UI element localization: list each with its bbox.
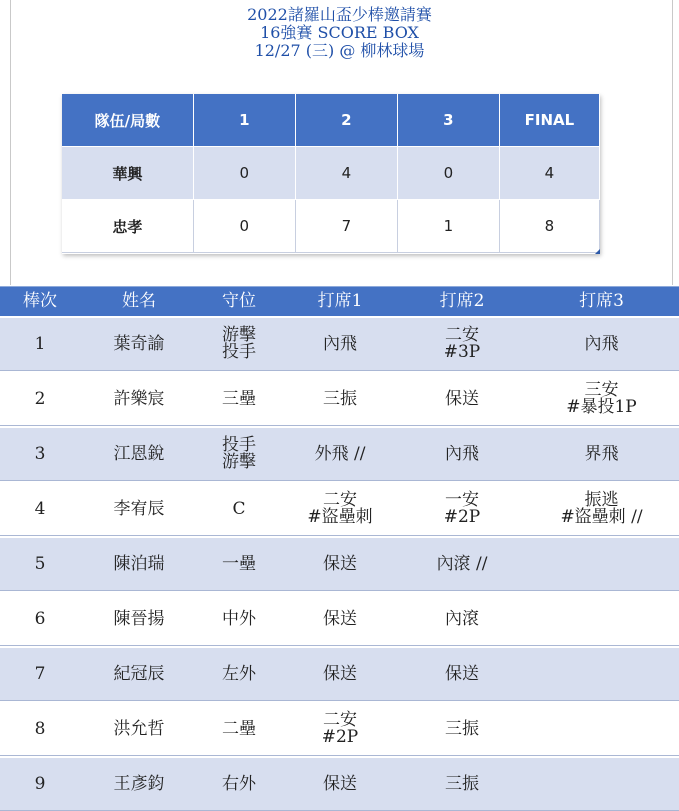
- at-bat-3-result-line: 振逃: [584, 490, 619, 510]
- player-name: 陳泊瑞: [113, 553, 165, 574]
- player-position-line: 一壘: [222, 553, 256, 574]
- inning-score: 7: [296, 200, 398, 253]
- at-bat-3-result-line: #盜壘刺 //: [560, 507, 643, 527]
- player-name: 紀冠辰: [113, 663, 165, 684]
- at-bat-2-result-line: 內滾: [445, 608, 479, 629]
- lineup-header-at-bat-2: 打席2: [439, 291, 485, 311]
- lineup-header-row: [0, 286, 679, 316]
- at-bat-2-result: [400, 428, 524, 480]
- inning-score: 0: [194, 200, 296, 253]
- at-bat-1-result-line: 保送: [323, 663, 357, 684]
- batting-order: 1: [34, 333, 46, 354]
- at-bat-2-result-line: #3P: [443, 342, 481, 362]
- lineup-header-at-bat-1: 打席1: [317, 291, 363, 311]
- player-position: [198, 648, 280, 700]
- player-position-line: 中外: [222, 608, 256, 629]
- at-bat-1-result: [280, 648, 400, 700]
- at-bat-2-result: [400, 538, 524, 590]
- at-bat-3-result-line: 界飛: [584, 443, 619, 464]
- score-box-row: [62, 147, 600, 200]
- inning-score: 0: [194, 147, 296, 200]
- lineup-row: [0, 371, 679, 426]
- score-box-table: [62, 94, 600, 254]
- at-bat-3-result: [524, 703, 679, 755]
- at-bat-1-result: [280, 593, 400, 645]
- at-bat-2-result: [400, 483, 524, 535]
- at-bat-1-result: [280, 758, 400, 810]
- game-date-venue: 12/27 (三) @ 柳林球場: [254, 41, 425, 60]
- lineup-header-name: 姓名: [122, 291, 156, 311]
- lineup-row: [0, 481, 679, 536]
- tournament-title: 2022諸羅山盃少棒邀請賽: [247, 5, 432, 24]
- lineup-header-at-bat-3: 打席3: [579, 291, 624, 311]
- lineup-row: [0, 701, 679, 756]
- at-bat-3-result: [524, 648, 679, 700]
- final-score: 8: [500, 200, 600, 253]
- at-bat-3-result: [524, 373, 679, 425]
- at-bat-1-result: [280, 428, 400, 480]
- at-bat-1-result: [280, 318, 400, 370]
- at-bat-1-result-line: 外飛 //: [314, 443, 366, 464]
- at-bat-1-result-line: 保送: [323, 553, 357, 574]
- batting-order: 8: [34, 718, 46, 739]
- at-bat-1-result: [280, 538, 400, 590]
- at-bat-2-result-line: 內滾 //: [436, 553, 488, 574]
- at-bat-2-result: [400, 703, 524, 755]
- batting-order: 5: [34, 553, 46, 574]
- player-position: [198, 483, 280, 535]
- final-score: 4: [500, 147, 600, 200]
- batting-order: 3: [34, 443, 46, 464]
- at-bat-3-result-line: 內飛: [584, 333, 619, 354]
- at-bat-2-result: [400, 593, 524, 645]
- at-bat-3-result-line: 三安: [584, 380, 619, 400]
- at-bat-1-result-line: 保送: [323, 608, 357, 629]
- at-bat-1-result-line: 三振: [323, 388, 357, 409]
- at-bat-2-result-line: #2P: [443, 507, 481, 527]
- batting-order: 4: [34, 498, 46, 519]
- lineup-row: [0, 591, 679, 646]
- at-bat-1-result-line: #盜壘刺: [307, 507, 373, 527]
- at-bat-1-result-line: 二安: [323, 490, 357, 510]
- player-name: 李宥辰: [113, 498, 165, 519]
- at-bat-1-result: [280, 703, 400, 755]
- inning-score: 0: [398, 147, 500, 200]
- at-bat-1-result-line: 二安: [323, 710, 357, 730]
- player-position: [198, 758, 280, 810]
- player-position: [198, 593, 280, 645]
- batting-order: 6: [34, 608, 46, 629]
- player-position-line: C: [232, 498, 246, 519]
- player-position-line: 投手: [222, 342, 256, 362]
- player-position: [198, 538, 280, 590]
- player-position-line: 二壘: [222, 718, 256, 739]
- batting-order: 9: [34, 773, 46, 794]
- lineup-row: [0, 536, 679, 591]
- lineup-row: [0, 756, 679, 811]
- at-bat-1-result-line: 內飛: [323, 333, 357, 354]
- lineup-header-order: 棒次: [23, 291, 57, 311]
- at-bat-1-result: [280, 373, 400, 425]
- score-box-header-team: 隊伍/局數: [62, 94, 194, 147]
- team-name: 忠孝: [62, 200, 194, 253]
- at-bat-2-result-line: 三振: [445, 718, 479, 739]
- player-position-line: 游擊: [222, 452, 256, 472]
- lineup-body: [0, 316, 679, 811]
- player-position-line: 左外: [222, 663, 256, 684]
- player-position: [198, 318, 280, 370]
- player-name: 江恩銳: [113, 443, 165, 464]
- lineup-header-position: 守位: [222, 291, 256, 311]
- player-position: [198, 428, 280, 480]
- at-bat-2-result: [400, 758, 524, 810]
- at-bat-2-result-line: 三振: [445, 773, 479, 794]
- score-box-header-inning-2: 2: [296, 94, 398, 147]
- lineup-row: [0, 646, 679, 701]
- at-bat-3-result: [524, 428, 679, 480]
- player-name: 洪允哲: [113, 718, 165, 739]
- at-bat-2-result-line: 二安: [445, 325, 479, 345]
- at-bat-3-result: [524, 538, 679, 590]
- batting-order: 2: [34, 388, 46, 409]
- player-name: 許樂宸: [113, 388, 165, 409]
- player-position-line: 三壘: [222, 388, 256, 409]
- at-bat-1-result-line: 保送: [323, 773, 357, 794]
- lineup-row: [0, 426, 679, 481]
- score-box-header-inning-3: 3: [398, 94, 500, 147]
- at-bat-3-result: [524, 593, 679, 645]
- player-position: [198, 373, 280, 425]
- at-bat-3-result: [524, 318, 679, 370]
- player-position: [198, 703, 280, 755]
- player-name: 陳晉揚: [113, 608, 165, 629]
- player-position-line: 右外: [222, 773, 256, 794]
- at-bat-3-result: [524, 758, 679, 810]
- at-bat-2-result-line: 保送: [445, 663, 479, 684]
- at-bat-3-result: [524, 483, 679, 535]
- lineup-table: [0, 286, 679, 811]
- player-name: 葉奇諭: [113, 333, 165, 354]
- inning-score: 4: [296, 147, 398, 200]
- lineup-row: [0, 316, 679, 371]
- score-box-row: [62, 200, 600, 253]
- table-resize-handle[interactable]: [595, 249, 600, 254]
- at-bat-2-result-line: 內飛: [445, 443, 479, 464]
- game-title: 16強賽 SCORE BOX: [260, 23, 419, 42]
- team-name: 華興: [62, 147, 194, 200]
- inning-score: 1: [398, 200, 500, 253]
- score-box-header-inning-1: 1: [194, 94, 296, 147]
- batting-order: 7: [34, 663, 46, 684]
- player-name: 王彥鈞: [113, 773, 165, 794]
- at-bat-1-result-line: #2P: [321, 727, 359, 747]
- at-bat-2-result: [400, 318, 524, 370]
- score-box-header-row: [62, 94, 600, 147]
- at-bat-2-result-line: 一安: [445, 490, 479, 510]
- document-header: [0, 6, 679, 60]
- at-bat-2-result: [400, 373, 524, 425]
- at-bat-3-result-line: #暴投1P: [566, 397, 637, 417]
- player-position-line: 游擊: [222, 325, 256, 345]
- score-box-header-final: FINAL: [500, 94, 600, 147]
- at-bat-1-result: [280, 483, 400, 535]
- at-bat-2-result-line: 保送: [445, 388, 479, 409]
- at-bat-2-result: [400, 648, 524, 700]
- player-position-line: 投手: [222, 435, 256, 455]
